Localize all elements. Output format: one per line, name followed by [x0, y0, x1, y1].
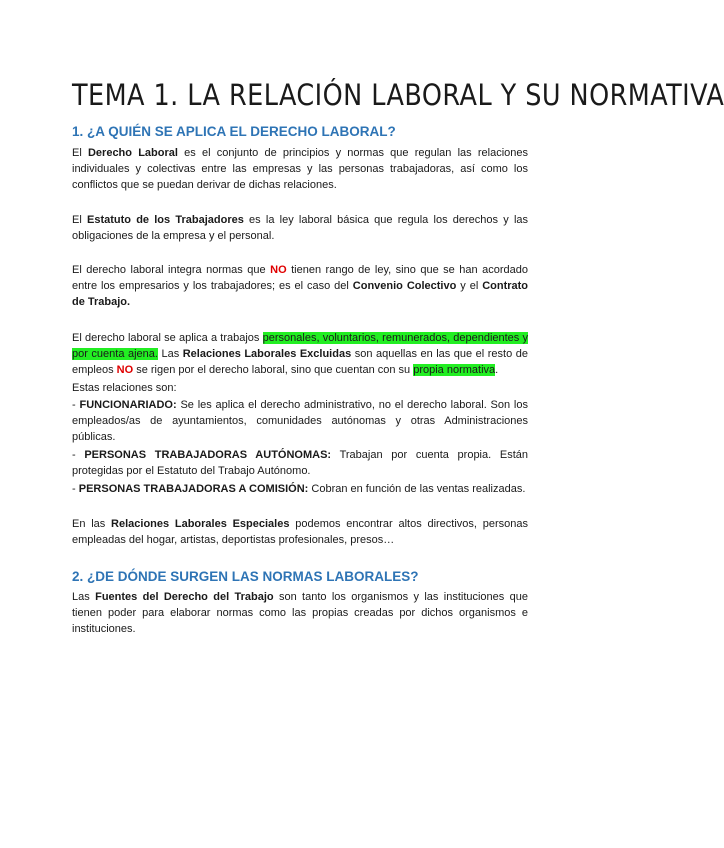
paragraph-list-intro: Estas relaciones son: — [72, 382, 177, 394]
highlight-propia-normativa: propia normativa — [413, 364, 496, 377]
paragraph-especiales: En las Relaciones Laborales Especiales podemos encontrar altos directivos, personas empleadas del hogar, artistas, deportistas profesionales, presos… — [72, 518, 528, 547]
paragraph-estatuto: El Estatuto de los Trabajadores es la ley laboral básica que regula los derechos y las obligaciones de la empresa y el personal. — [72, 214, 529, 243]
list-item-autonomas: - PERSONAS TRABAJADORAS AUTÓNOMAS: Trabajan por cuenta propia. Están protegidas por el Estatuto del Trabajo Autónomo. — [72, 449, 528, 478]
list-item-funcionariado: - FUNCIONARIADO: Se les aplica el derecho administrativo, no el derecho laboral. Son los empleados/as de ayuntamientos, comunidades autónomas y otras Administraciones públicas. — [72, 399, 528, 444]
section-heading-2: 2. ¿DE DÓNDE SURGEN LAS NORMAS LABORALES? — [72, 569, 419, 584]
paragraph-convenio: El derecho laboral integra normas que NO tienen rango de ley, sino que se han acordado entre los empresarios y los trabajadores; es el caso del Convenio Colectivo y el Contrato de Trabajo. — [72, 264, 529, 309]
paragraph-derecho-laboral: El Derecho Laboral es el conjunto de principios y normas que regulan las relaciones individuales y colectivas entre las empresas y las personas trabajadoras, así como los conflictos que se puedan derivar de dichas relaciones. — [72, 147, 528, 192]
page-title: TEMA 1. LA RELACIÓN LABORAL Y SU NORMATIVA — [72, 78, 724, 112]
section-heading-1: 1. ¿A QUIÉN SE APLICA EL DERECHO LABORAL? — [72, 124, 396, 139]
paragraph-aplicacion: El derecho laboral se aplica a trabajos personales, voluntarios, remunerados, dependientes y por cuenta ajena. Las Relaciones Laborales Excluidas son aquellas en las que el resto de empleos NO se rigen por el derecho laboral, sino que cuentan con su propia normativa. — [72, 332, 529, 377]
list-item-comision: - PERSONAS TRABAJADORAS A COMISIÓN: Cobran en función de las ventas realizadas. — [72, 483, 526, 495]
highlight-characteristics: personales, voluntarios, remunerados, dependientes y por cuenta ajena. — [72, 332, 529, 361]
paragraph-fuentes: Las Fuentes del Derecho del Trabajo son tanto los organismos y las instituciones que tienen poder para elaborar normas como las propias creadas por dichos organismos e instituciones. — [72, 591, 528, 636]
